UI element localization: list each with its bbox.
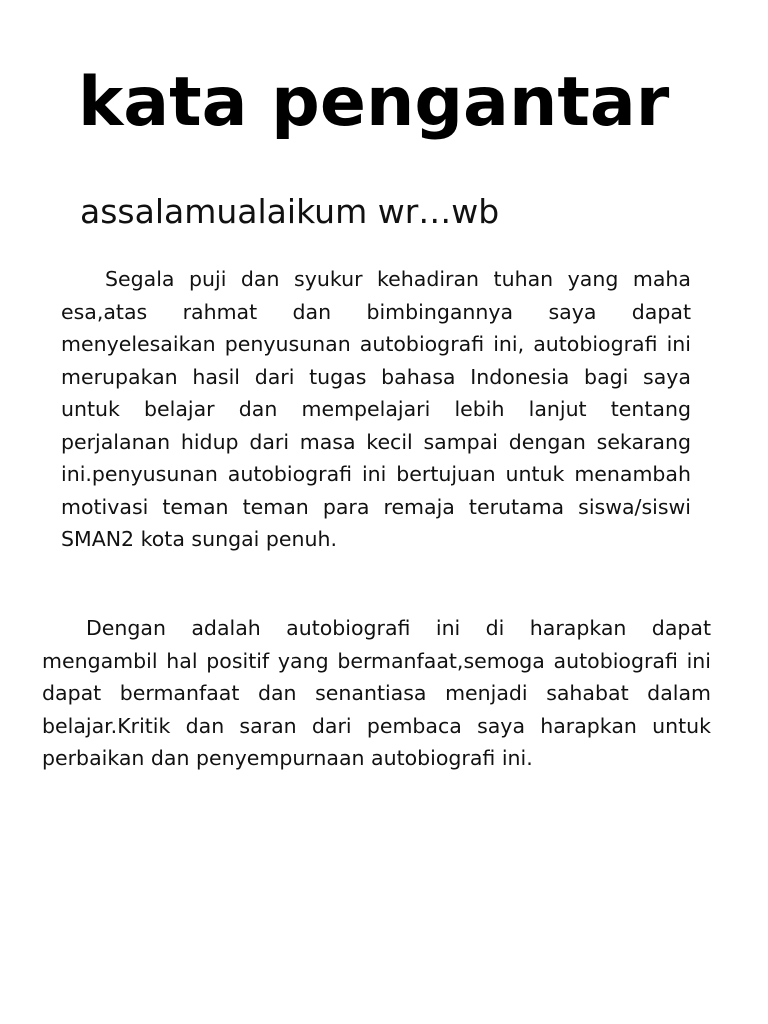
intro-paragraph-text: Segala puji dan syukur kehadiran tuhan yang maha esa,atas rahmat dan bimbingannya saya dapat menyelesaikan penyusunan autobiografi ini, autobiografi ini merupakan hasil dari tugas bahasa Indonesia bagi saya untuk belajar dan mempelajari lebih lanjut tentang perjalanan hidup dari masa kecil sampai dengan sekarang ini.penyusunan autobiografi ini bertujuan untuk menambah motivasi teman teman para remaja terutama siswa/siswi SMAN2 kota sungai penuh. [61, 267, 691, 551]
closing-paragraph-text: Dengan adalah autobiografi ini di harapkan dapat mengambil hal positif yang bermanfaat,semoga autobiografi ini dapat bermanfaat dan senantiasa menjadi sahabat dalam belajar.Kritik dan saran dari pembaca saya harapkan untuk perbaikan dan penyempurnaan autobiografi ini. [42, 616, 711, 770]
greeting-line: assalamualaikum wr…wb [80, 192, 500, 231]
page-title: kata pengantar [78, 63, 670, 142]
closing-paragraph [42, 612, 711, 775]
intro-paragraph [61, 263, 691, 556]
